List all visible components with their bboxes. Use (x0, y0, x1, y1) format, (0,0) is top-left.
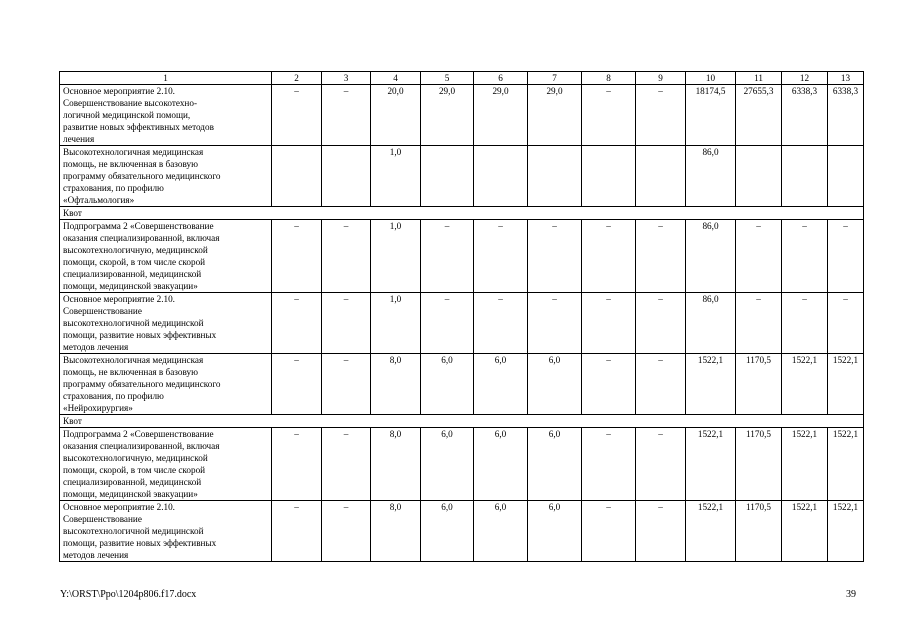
table-cell: – (582, 354, 636, 415)
column-header: 3 (322, 72, 371, 85)
table-cell (272, 146, 322, 207)
table-cell: – (421, 220, 474, 293)
table-cell: – (582, 293, 636, 354)
unit-row (60, 415, 864, 428)
table-cell: 6,0 (421, 428, 474, 501)
table-cell: 1170,5 (736, 428, 782, 501)
table-cell: 8,0 (371, 354, 421, 415)
unit-label: Квот (60, 207, 864, 220)
table-cell: – (736, 293, 782, 354)
table-row (60, 354, 864, 415)
column-header: 12 (782, 72, 828, 85)
table-cell (828, 146, 864, 207)
table-cell: – (582, 220, 636, 293)
table-cell: – (272, 85, 322, 146)
column-header: 2 (272, 72, 322, 85)
table-cell: – (636, 220, 686, 293)
table-cell: – (636, 293, 686, 354)
table-cell: 6338,3 (828, 85, 864, 146)
table-cell: 1,0 (371, 220, 421, 293)
row-description: Высокотехнологичная медицинская помощь, не включенная в базовую программу обязательного медицинского страхования, по профилю «Нейрохирургия» (60, 354, 272, 415)
column-header: 10 (686, 72, 736, 85)
footer-page-number: 39 (846, 589, 856, 600)
table-cell (736, 146, 782, 207)
table-cell: 1522,1 (828, 501, 864, 562)
table-cell: – (782, 220, 828, 293)
row-description: Основное мероприятие 2.10. Совершенствование высокотехнологичной медицинской помощи, развитие новых эффективных методов лечения (60, 501, 272, 562)
table-cell: 1522,1 (782, 428, 828, 501)
table-row (60, 146, 864, 207)
column-header: 9 (636, 72, 686, 85)
table-cell: 1522,1 (686, 501, 736, 562)
table-cell: 1522,1 (782, 501, 828, 562)
unit-row (60, 207, 864, 220)
table-cell: 6338,3 (782, 85, 828, 146)
table-cell: – (322, 293, 371, 354)
unit-label: Квот (60, 415, 864, 428)
table-cell (322, 146, 371, 207)
table-cell: – (636, 354, 686, 415)
table-cell: 1522,1 (686, 354, 736, 415)
table-cell: 29,0 (421, 85, 474, 146)
row-description: Основное мероприятие 2.10. Совершенствование высокотехнологичной медицинской помощи, развитие новых эффективных методов лечения (60, 293, 272, 354)
table-row (60, 293, 864, 354)
table-cell (636, 146, 686, 207)
column-header: 1 (60, 72, 272, 85)
table-cell: – (322, 428, 371, 501)
column-header: 5 (421, 72, 474, 85)
table-cell: 1170,5 (736, 354, 782, 415)
column-header: 6 (474, 72, 528, 85)
table-cell: – (322, 501, 371, 562)
table-cell: 6,0 (421, 501, 474, 562)
table-cell: – (636, 85, 686, 146)
table-cell: 18174,5 (686, 85, 736, 146)
table-cell: – (582, 85, 636, 146)
table-cell: 8,0 (371, 428, 421, 501)
row-description: Основное мероприятие 2.10. Совершенствование высокотехно- логичной медицинской помощи, развитие новых эффективных методов лечения (60, 85, 272, 146)
table-cell: 6,0 (474, 501, 528, 562)
table-cell: – (272, 501, 322, 562)
table-cell: – (322, 85, 371, 146)
table-cell (582, 146, 636, 207)
table-cell: – (828, 220, 864, 293)
table-cell: – (582, 501, 636, 562)
column-header: 7 (528, 72, 582, 85)
table-row (60, 220, 864, 293)
column-header: 11 (736, 72, 782, 85)
row-description: Высокотехнологичная медицинская помощь, не включенная в базовую программу обязательного медицинского страхования, по профилю «Офтальмология» (60, 146, 272, 207)
data-table (59, 71, 864, 562)
table-cell: 29,0 (474, 85, 528, 146)
header-row (60, 72, 864, 85)
table-cell: – (736, 220, 782, 293)
table-row (60, 85, 864, 146)
table-cell: 8,0 (371, 501, 421, 562)
table-cell: – (582, 428, 636, 501)
table-cell: – (528, 293, 582, 354)
table-cell (528, 146, 582, 207)
table-cell: 86,0 (686, 293, 736, 354)
table-cell (474, 146, 528, 207)
table-cell (421, 146, 474, 207)
row-description: Подпрограмма 2 «Совершенствование оказания специализированной, включая высокотехнологичную, медицинской помощи, скорой, в том числе скорой специализированной, медицинской помощи, медицинской эвакуации» (60, 428, 272, 501)
table-cell: – (474, 293, 528, 354)
column-header: 8 (582, 72, 636, 85)
table-cell: – (828, 293, 864, 354)
column-header: 4 (371, 72, 421, 85)
table-cell: – (636, 501, 686, 562)
footer-file-path: Y:\ORST\Ppo\1204p806.f17.docx (60, 589, 197, 600)
column-header: 13 (828, 72, 864, 85)
table-cell: 1,0 (371, 293, 421, 354)
table-cell: – (528, 220, 582, 293)
table-cell: 1522,1 (782, 354, 828, 415)
table-cell: 86,0 (686, 146, 736, 207)
table-cell: – (272, 220, 322, 293)
table-cell: 6,0 (421, 354, 474, 415)
table-cell: 6,0 (474, 428, 528, 501)
table-row (60, 428, 864, 501)
table-cell: 6,0 (528, 501, 582, 562)
table-cell: 1522,1 (686, 428, 736, 501)
table-cell: – (636, 428, 686, 501)
table-cell: – (322, 220, 371, 293)
table-cell: – (421, 293, 474, 354)
table-cell: 6,0 (528, 354, 582, 415)
table-cell: – (782, 293, 828, 354)
table-cell: 86,0 (686, 220, 736, 293)
table-cell: 20,0 (371, 85, 421, 146)
table-cell: – (272, 428, 322, 501)
table-cell: 1170,5 (736, 501, 782, 562)
table-cell: 27655,3 (736, 85, 782, 146)
table-cell: – (322, 354, 371, 415)
table-cell: 29,0 (528, 85, 582, 146)
table-cell: – (272, 354, 322, 415)
table-row (60, 501, 864, 562)
row-description: Подпрограмма 2 «Совершенствование оказания специализированной, включая высокотехнологичную, медицинской помощи, скорой, в том числе скорой специализированной, медицинской помощи, медицинской эвакуации» (60, 220, 272, 293)
table-cell: 1522,1 (828, 428, 864, 501)
table-cell: 1,0 (371, 146, 421, 207)
table-cell: – (474, 220, 528, 293)
table-cell: 6,0 (474, 354, 528, 415)
table-cell: 1522,1 (828, 354, 864, 415)
table-cell (782, 146, 828, 207)
table-cell: 6,0 (528, 428, 582, 501)
table-cell: – (272, 293, 322, 354)
